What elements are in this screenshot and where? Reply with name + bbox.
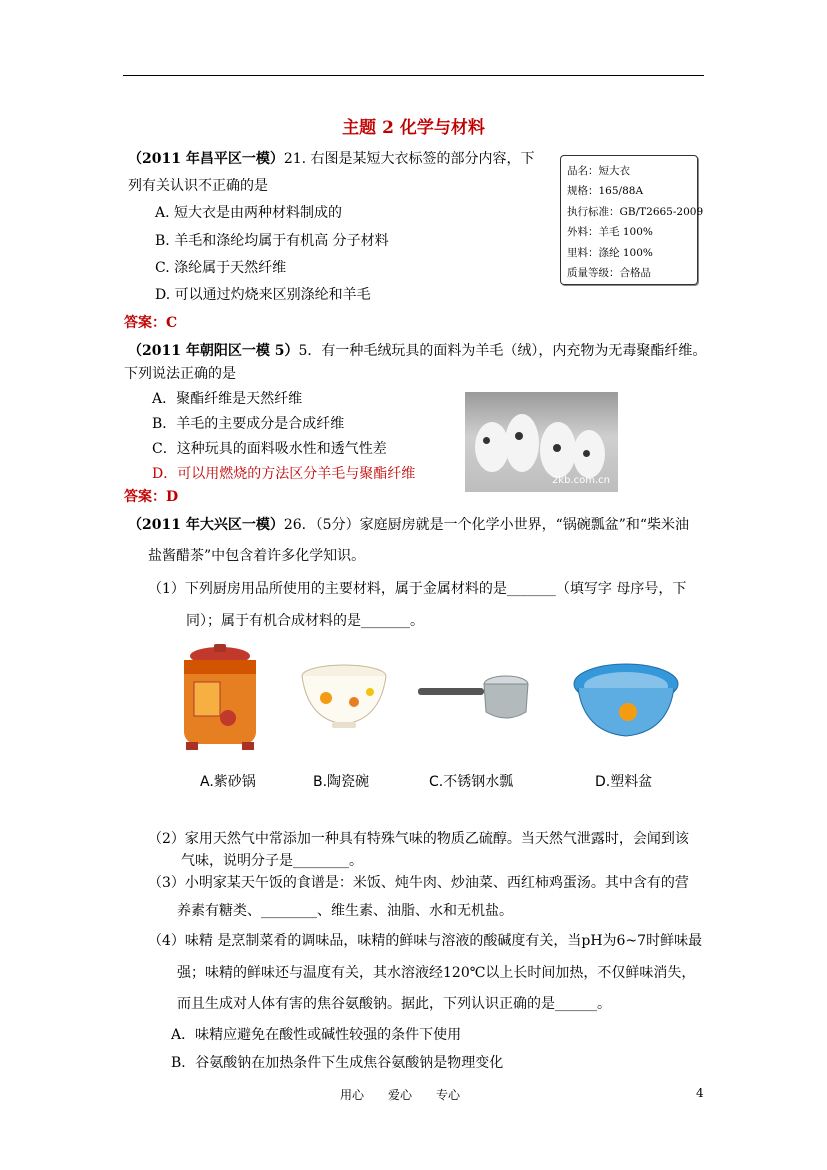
q3-part4-line2: 强；味精的鲜味还与温度有关，其水溶液经120℃以上长时间加热，不仅鲜味消失， xyxy=(177,965,696,981)
page-title: 主题 2 化学与材料 xyxy=(342,118,485,138)
q2-stem-line1 xyxy=(128,340,706,360)
q3-part1-line2: 同）；属于有机合成材料的是_______。 xyxy=(186,613,424,629)
footer-item: 用心 xyxy=(340,1088,365,1102)
tag-line: 执行标准：GB/T2665-2009 xyxy=(567,206,704,218)
q2-option-d: D．可以用燃烧的方法区分羊毛与聚酯纤维 xyxy=(152,466,416,482)
q3-part3-line1: （3）小明家某天午饭的食谱是：米饭、炖牛肉、炒油菜、西红柿鸡蛋汤。其中含有的营 xyxy=(148,875,689,891)
caption-c: C.不锈钢水瓢 xyxy=(429,774,514,790)
toy-spot xyxy=(583,450,590,457)
plush-toys-photo xyxy=(465,392,618,492)
photo-watermark: 2kb.com.cn xyxy=(551,475,610,486)
tag-line: 品名：短大衣 xyxy=(567,165,630,177)
toy-spot xyxy=(483,437,490,444)
q3-part4-line1: （4）味精 是烹制菜肴的调味品，味精的鲜味与溶液的酸碱度有关，当pH为6~7时鲜味最 xyxy=(148,933,703,949)
q3-part1-line1: （1）下列厨房用品所使用的主要材料，属于金属材料的是_______（填写字 母序号，下 xyxy=(148,581,687,597)
q3-part3-line2: 养素有糖类、________、维生素、油脂、水和无机盐。 xyxy=(177,903,513,919)
q3-stem-line2: 盐酱醋茶”中包含着许多化学知识。 xyxy=(148,548,366,564)
q2-source: （2011 年朝阳区一模 5） xyxy=(128,343,299,359)
q3-part2-line1: （2）家用天然气中常添加一种具有特殊气味的物质乙硫醇。当天然气泄露时，会闻到该 xyxy=(148,831,689,847)
stainless-ladle-image xyxy=(414,668,534,728)
q1-option-a: A. 短大衣是由两种材料制成的 xyxy=(155,205,343,221)
q2-option-c: C．这种玩具的面料吸水性和透气性差 xyxy=(152,441,387,457)
q3-part2-line2: 气味，说明分子是________。 xyxy=(181,853,363,869)
q1-stem-a: 21. 右图是某短大衣标签的部分内容，下 xyxy=(283,151,535,167)
toy-figure xyxy=(475,422,509,472)
plastic-basin-image xyxy=(570,660,682,742)
q1-source: （2011 年昌平区一模） xyxy=(128,151,284,167)
q2-option-b: B．羊毛的主要成分是合成纤维 xyxy=(152,416,345,432)
caption-b: B.陶瓷碗 xyxy=(313,774,370,790)
caption-d: D.塑料盆 xyxy=(595,774,653,790)
caption-a: A.紫砂锅 xyxy=(200,774,256,790)
q3-part4-option-b: B．谷氨酸钠在加热条件下生成焦谷氨酸钠是物理变化 xyxy=(171,1055,504,1071)
tag-line: 规格：165/88A xyxy=(567,185,644,197)
q3-part4-option-a: A．味精应避免在酸性或碱性较强的条件下使用 xyxy=(171,1027,462,1043)
footer-item: 爱心 xyxy=(388,1088,413,1102)
toy-figure xyxy=(505,414,539,472)
q1-stem-line2: 列有关认识不正确的是 xyxy=(128,178,268,194)
toy-spot xyxy=(515,432,523,440)
q1-option-d: D. 可以通过灼烧来区别涤纶和羊毛 xyxy=(155,287,371,303)
tag-line: 里料：涤纶 100% xyxy=(567,247,653,259)
purple-clay-pot-image xyxy=(170,638,270,758)
q3-source: （2011 年大兴区一模） xyxy=(128,517,284,533)
q2-stem-a: 5．有一种毛绒玩具的面料为羊毛（绒），内充物为无毒聚酯纤维。 xyxy=(298,343,707,359)
q1-option-b: B. 羊毛和涤纶均属于有机高 分子材料 xyxy=(155,233,389,249)
page-number: 4 xyxy=(696,1086,704,1100)
q1-stem-line1 xyxy=(128,148,535,168)
q3-stem-line1 xyxy=(128,514,689,534)
q3-stem-a: 26．（5分）家庭厨房就是一个化学小世界，“锅碗瓢盆”和“柴米油 xyxy=(283,517,690,533)
q3-part4-line3: 而且生成对人体有害的焦谷氨酸钠。据此，下列认识正确的是______。 xyxy=(177,996,611,1012)
header-rule xyxy=(123,75,704,76)
tag-line: 外料：羊毛 100% xyxy=(567,226,653,238)
footer-item: 专心 xyxy=(436,1088,461,1102)
q2-answer: 答案：D xyxy=(124,489,179,505)
tag-line: 质量等级：合格品 xyxy=(567,267,651,279)
garment-label-tag xyxy=(560,155,704,285)
q1-option-c: C. 涤纶属于天然纤维 xyxy=(155,260,287,276)
q1-answer: 答案：C xyxy=(124,315,178,331)
toy-spot xyxy=(553,444,561,452)
q2-option-a: A．聚酯纤维是天然纤维 xyxy=(152,391,303,407)
ceramic-bowl-image xyxy=(298,662,390,732)
q2-stem-line2: 下列说法正确的是 xyxy=(124,366,236,382)
